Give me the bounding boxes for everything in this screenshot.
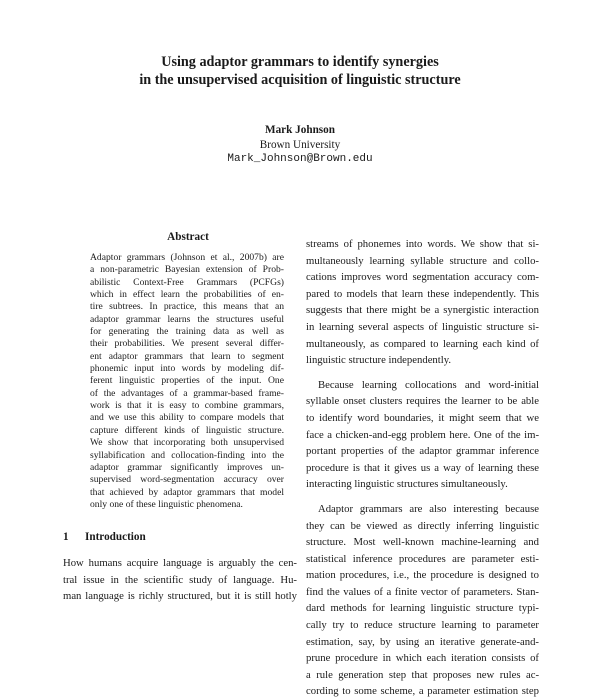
right-column: [306, 236, 539, 700]
text-line: Adaptor grammars (Johnson et al., 2007b) are: [90, 252, 284, 263]
text-line: syllable onset clusters requires the learner to be able: [306, 395, 539, 408]
introduction-body: [63, 555, 297, 605]
text-line: suggests that there might be a synergistic interaction: [306, 304, 539, 317]
paragraph: [306, 236, 539, 369]
text-line: adaptor grammar learns the structures useful: [90, 313, 284, 325]
text-line: of the advantages of a grammar-based frame-: [90, 387, 284, 399]
text-line: pared to models that learn these independently. This: [306, 287, 539, 300]
text-line: face a chicken-and-egg problem here. One of the im-: [306, 428, 539, 441]
text-line: man language is richly structured, but it is still hotly: [63, 590, 297, 603]
text-line: for generating the training data as well as: [90, 326, 284, 338]
text-line: Because learning collocations and word-initial: [318, 378, 539, 391]
text-line: mation procedures, i.e., the procedure is designed to: [306, 569, 539, 582]
abstract-heading: Abstract: [167, 231, 209, 243]
text-line: dard methods for learning linguistic structure typi-: [306, 602, 539, 615]
section-number: 1: [63, 531, 69, 543]
text-line: statistical inference procedures are parameter esti-: [306, 552, 539, 565]
author-affiliation: Brown University: [259, 138, 341, 151]
paper-title: [0, 53, 600, 89]
text-line: cations improves word segmentation accuracy com-: [306, 271, 539, 284]
author-email: Mark_Johnson@Brown.edu: [227, 153, 373, 165]
text-line: ferent linguistic properties of the input. One: [90, 375, 284, 387]
text-line: tral issue in the scientific study of language. Hu-: [63, 573, 297, 586]
text-line: their probabilities. We present several differ-: [90, 338, 284, 350]
text-line: streams of phonemes into words. We show that si-: [306, 238, 539, 250]
abstract-body: [90, 252, 284, 511]
text-line: ent adaptor grammars that learn to segment: [90, 350, 284, 362]
paragraph: [306, 501, 539, 700]
text-line: which in effect learn the probabilities of en-: [90, 289, 284, 301]
paragraph: [306, 377, 539, 493]
text-line: find the values of a finite vector of parameters. Stan-: [306, 585, 539, 598]
text-line: linguistic structure independently.: [306, 354, 452, 367]
text-line: We show that incorporating both unsupervised: [90, 437, 284, 449]
text-line: multaneously learning syllable structure and collo-: [306, 254, 539, 267]
text-line: in learning several aspects of linguistic structure si-: [306, 320, 539, 333]
text-line: to identify word boundaries, it might seem that we: [306, 411, 539, 424]
text-line: How humans acquire language is arguably the cen-: [63, 557, 297, 569]
text-line: prune procedure in which each iteration consists of: [306, 652, 539, 665]
author-name: Mark Johnson: [265, 124, 335, 136]
text-line: multaneously, as compared to learning each kind of: [306, 337, 539, 350]
text-line: portant properties of the adaptor grammar inference: [306, 445, 539, 458]
text-line: capture different kinds of linguistic structure.: [90, 424, 284, 436]
title-line: Using adaptor grammars to identify synergies: [161, 54, 439, 70]
section-heading-introduction: [63, 531, 146, 543]
text-line: tire subtrees. In practice, this means that an: [90, 301, 284, 313]
text-line: structure. Most well-known machine-learning and: [306, 536, 539, 549]
text-line: work is that it is easy to combine grammars,: [90, 400, 284, 412]
text-line: only one of these linguistic phenomena.: [90, 498, 243, 510]
text-line: they can be viewed as directly inferring linguistic: [306, 519, 539, 532]
text-line: procedure is that it gives us a way of learning these: [306, 461, 539, 474]
text-line: a non-parametric Bayesian extension of Prob-: [90, 264, 284, 276]
text-line: phonemic input into words by modeling dif-: [90, 363, 284, 375]
text-line: that achieved by adaptor grammars that model: [90, 486, 284, 498]
text-line: estimation, say, by using an iterative generate-and-: [306, 635, 539, 648]
text-line: cording to some scheme, a parameter estimation step: [306, 685, 539, 698]
title-line: in the unsupervised acquisition of linguistic structure: [139, 72, 461, 88]
text-line: syllabification and collocation-finding into the: [90, 449, 284, 461]
text-line: and we use this ability to compare models that: [90, 412, 284, 424]
text-line: cally try to reduce structure learning to parameter: [306, 619, 539, 632]
text-line: adaptor grammar significantly improves un-: [90, 461, 284, 473]
section-title: Introduction: [85, 531, 146, 543]
author-block: [0, 123, 600, 167]
text-line: a rule generation step that proposes new rules ac-: [306, 668, 539, 681]
text-line: Adaptor grammars are also interesting because: [318, 502, 539, 515]
text-line: supervised word-segmentation accuracy over: [90, 474, 284, 486]
text-line: abilistic Context-Free Grammars (PCFGs): [90, 276, 284, 288]
text-line: interacting linguistic structures simultaneously.: [306, 478, 508, 491]
